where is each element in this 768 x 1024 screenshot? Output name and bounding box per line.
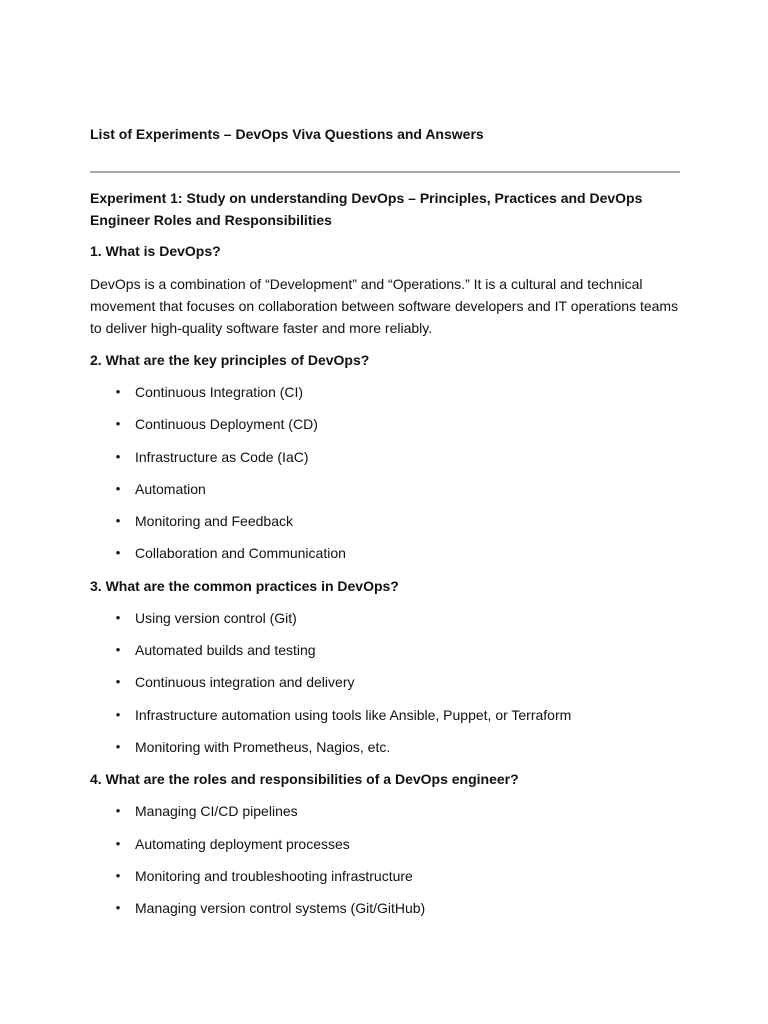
list-item-text: Continuous Integration (CI) xyxy=(135,384,304,400)
list-item-text: Infrastructure as Code (IaC) xyxy=(135,448,309,465)
bullet-icon: • xyxy=(115,416,121,432)
list-item-text: Continuous integration and delivery xyxy=(135,674,355,691)
bullet-icon: • xyxy=(115,900,121,916)
bullet-icon: • xyxy=(115,480,121,496)
list-item xyxy=(90,414,680,434)
list-item xyxy=(90,898,680,918)
list-item xyxy=(90,737,680,757)
bullet-icon: • xyxy=(115,448,121,464)
list-item xyxy=(90,866,680,886)
list-item xyxy=(90,511,680,531)
list-item-text: Monitoring and Feedback xyxy=(135,513,293,530)
bullet-list xyxy=(90,608,680,757)
list-item xyxy=(90,801,680,821)
experiment-title: Experiment 1: Study on understanding DevOps – Principles, Practices and DevOps Engineer Roles and Responsibilities xyxy=(90,190,643,228)
question-heading: 4. What are the roles and responsibilities of a DevOps engineer? xyxy=(90,771,519,788)
bullet-icon: • xyxy=(115,706,121,722)
bullet-icon: • xyxy=(115,674,121,690)
list-item xyxy=(90,608,680,628)
bullet-icon: • xyxy=(115,642,121,658)
list-item xyxy=(90,447,680,467)
bullet-icon: • xyxy=(115,738,121,754)
bullet-icon: • xyxy=(115,835,121,851)
list-item-text: Using version control (Git) xyxy=(135,609,297,626)
list-item xyxy=(90,640,680,660)
answer-paragraph: DevOps is a combination of “Development” and “Operations.” It is a cultural and technical movement that focuses on collaboration between software developers and IT operations teams to deliver high-quality software faster and more reliably. xyxy=(90,276,679,336)
bullet-icon: • xyxy=(115,609,121,625)
bullet-list xyxy=(90,801,680,918)
list-item xyxy=(90,543,680,563)
list-item-text: Managing CI/CD pipelines xyxy=(135,803,298,820)
document-content xyxy=(90,124,680,930)
list-item xyxy=(90,705,680,725)
question-heading: 1. What is DevOps? xyxy=(90,243,221,259)
list-item xyxy=(90,382,680,402)
list-item-text: Infrastructure automation using tools like Ansible, Puppet, or Terraform xyxy=(135,706,572,723)
list-item-text: Automating deployment processes xyxy=(135,835,350,852)
list-item-text: Automated builds and testing xyxy=(135,642,316,659)
list-item-text: Continuous Deployment (CD) xyxy=(135,416,318,433)
list-item-text: Monitoring with Prometheus, Nagios, etc. xyxy=(135,738,391,755)
document-title: List of Experiments – DevOps Viva Questions and Answers xyxy=(90,126,484,142)
bullet-icon: • xyxy=(115,384,121,399)
list-item-text: Automation xyxy=(135,480,206,497)
bullet-list xyxy=(90,382,680,563)
bullet-icon: • xyxy=(115,867,121,883)
list-item xyxy=(90,834,680,854)
list-item-text: Monitoring and troubleshooting infrastructure xyxy=(135,867,413,884)
bullet-icon: • xyxy=(115,513,121,529)
question-heading: 2. What are the key principles of DevOps? xyxy=(90,352,370,368)
bullet-icon: • xyxy=(115,545,121,561)
horizontal-divider xyxy=(90,171,680,173)
bullet-icon: • xyxy=(115,803,121,819)
list-item-text: Collaboration and Communication xyxy=(135,545,346,562)
question-heading: 3. What are the common practices in DevOps? xyxy=(90,577,399,594)
list-item xyxy=(90,479,680,499)
list-item xyxy=(90,672,680,692)
list-item-text: Managing version control systems (Git/GitHub) xyxy=(135,900,426,917)
